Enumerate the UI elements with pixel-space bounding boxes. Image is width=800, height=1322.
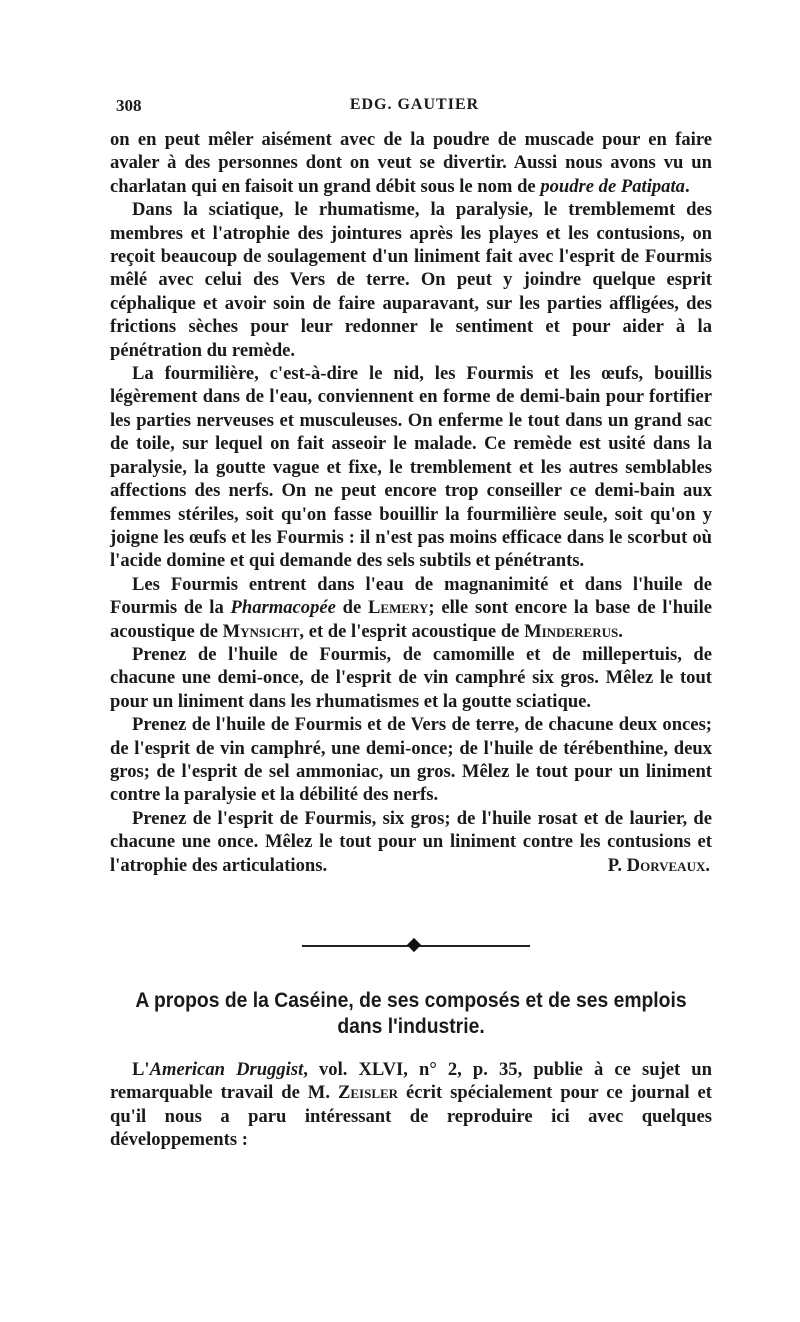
article2-paragraph-1: L'American Druggist, vol. XLVI, n° 2, p. 35, publie à ce sujet un remarquable travail de M. Zeisler écrit spécialement pour ce journal et qu'il nous a paru intéressant de reproduire ici avec quelques développements :: [110, 1059, 712, 1151]
page-header: [116, 96, 713, 120]
paragraph-3: La fourmilière, c'est-à-dire le nid, les Fourmis et les œufs, bouillis légèrement dans de l'eau, conviennent en forme de demi-bain pour fortifier les parties nerveuses et musculeuses. On enferme le tout dans un grand sac de toile, sur lequel on fait asseoir le malade. Ce remède est usité dans la paralysie, la goutte vague et fixe, le tremblement et les autres semblables affections des nerfs. On ne peut encore trop conseiller ce demi-bain aux femmes stériles, soit qu'on fasse bouillir la fourmilière seule, soit qu'on y joigne les œufs et les Fourmis : il n'est pas moins efficace dans le scorbut où l'acide domine et qui demande des sels subtils et pénétrants.: [110, 363, 712, 572]
paragraph-1: on en peut mêler aisément avec de la poudre de muscade pour en faire avaler à des personnes dont on veut se divertir. Aussi nous avons vu un charlatan qui en faisoit un grand débit sous le nom de poudre de Patipata.: [110, 129, 712, 197]
author-signature: P. Dorveaux.: [607, 854, 710, 876]
diamond-ornament-icon: [407, 938, 421, 952]
paragraph-2: Dans la sciatique, le rhumatisme, la paralysie, le tremblememt des membres et l'atrophie des jointures après les playes et les contusions, on reçoit beaucoup de soulagement d'un liniment fait avec l'esprit de Fourmis mêlé avec celui des Vers de terre. On peut y joindre quelque esprit céphalique et avoir soin de faire auparavant, sur les parties affligées, des frictions sèches pour leur redonner le sentiment et pour aider à la pénétration du remède.: [110, 199, 712, 361]
section-title: A propos de la Caséine, de ses composés et de ses emplois dans l'industrie.: [135, 989, 687, 1038]
paragraph-5: Prenez de l'huile de Fourmis, de camomille et de millepertuis, de chacune une demi-once, de l'esprit de vin camphré six gros. Mêlez le tout pour un liniment dans les rhumatismes et la goutte sciatique.: [110, 643, 712, 712]
section-divider: [302, 936, 530, 956]
paragraph-4: Les Fourmis entrent dans l'eau de magnanimité et dans l'huile de Fourmis de la Pharmacopée de Lemery; elle sont encore la base de l'huile acoustique de Mynsicht, et de l'esprit acoustique de Mindererus.: [110, 573, 712, 642]
page-number: 308: [116, 96, 142, 115]
paragraph-6: Prenez de l'huile de Fourmis et de Vers de terre, de chacune deux onces; de l'esprit de vin camphré, une demi-once; de l'huile de térébenthine, deux gros; de l'esprit de sel ammoniac, un gros. Mêlez le tout pour un liniment contre la paralysie et la débilité des nerfs.: [110, 714, 712, 806]
paragraph-7: Prenez de l'esprit de Fourmis, six gros; de l'huile rosat et de laurier, de chacune une once. Mêlez le tout pour un liniment contre les contusions et l'atrophie des articulations. P. Dorveaux.: [110, 807, 712, 876]
article-body: [110, 128, 712, 877]
article2-body: [110, 1058, 712, 1152]
running-head: EDG. GAUTIER: [349, 96, 480, 113]
